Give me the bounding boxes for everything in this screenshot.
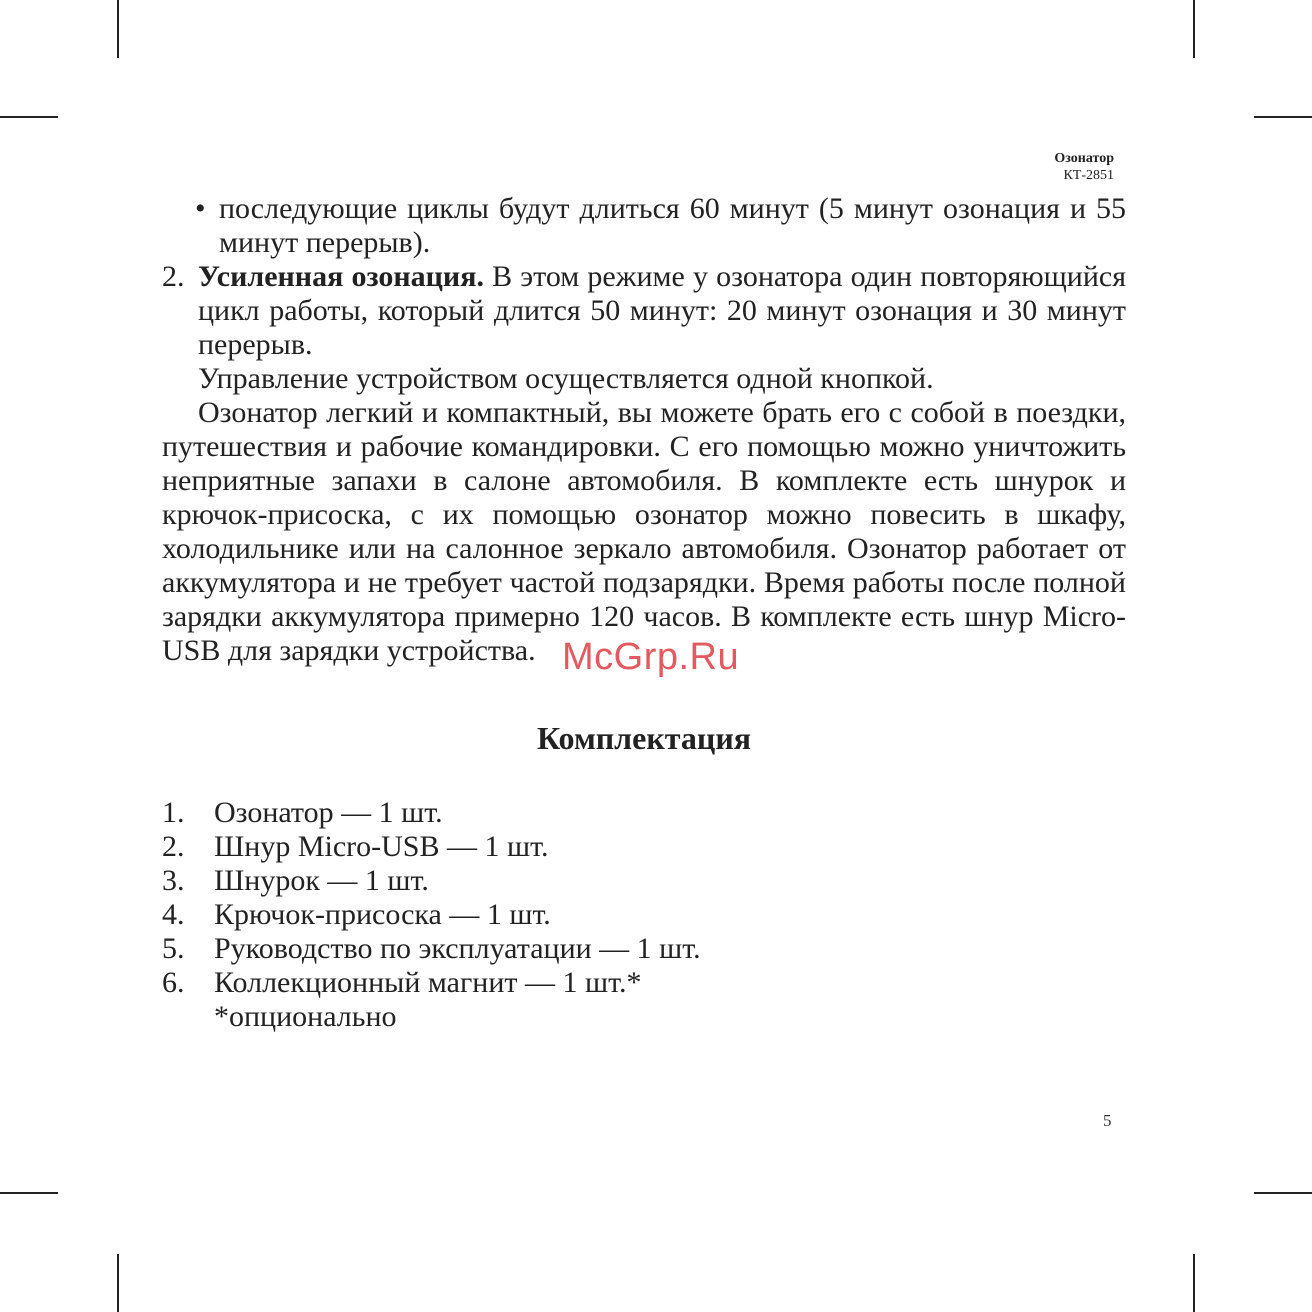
list-text: Коллекционный магнит — 1 шт.*: [214, 966, 642, 999]
list-number: 2.: [162, 830, 185, 863]
list-item: [162, 796, 1126, 830]
item-text: [198, 260, 1126, 362]
description-paragraph: Озонатор легкий и компактный, вы можете брать его с собой в поездки, путешествия и рабочие командировки. С его помощью можно уничтожить неприятные запахи в салоне автомобиля. В комплекте есть шнурок и крючок-присоска, с их помощью озонатор можно повесить в шкафу, холодильнике или на салонное зеркало автомобиля. Озонатор работает от аккумулятора и не требует частой подзарядки. Время работы после полной зарядки аккумулятора примерно 120 часов. В комплекте есть шнур Micro-USB для зарядки устройства.: [162, 396, 1126, 667]
running-head: [1054, 150, 1114, 184]
list-text: Крючок-присоска — 1 шт.: [214, 898, 551, 931]
list-number: 1.: [162, 796, 185, 829]
kit-heading: Комплектация: [536, 720, 752, 756]
list-item: [162, 830, 1126, 864]
bullet-mark: •: [195, 192, 206, 225]
list-text: Озонатор — 1 шт.: [214, 796, 443, 829]
control-paragraph: Управление устройством осуществляется одной кнопкой.: [198, 362, 934, 395]
crop-mark: [1254, 116, 1312, 118]
item-number: 2.: [162, 260, 185, 293]
list-number: 4.: [162, 898, 185, 931]
crop-mark: [1254, 1192, 1312, 1194]
crop-mark: [0, 116, 58, 118]
crop-mark: [1193, 0, 1195, 58]
list-text: Шнурок — 1 шт.: [214, 864, 429, 897]
crop-mark: [117, 1254, 119, 1312]
watermark: McGrp.Ru: [562, 636, 740, 678]
numbered-item-2: [162, 260, 1126, 362]
kit-list: [162, 796, 1126, 1000]
list-number: 5.: [162, 932, 185, 965]
list-item: [162, 932, 1126, 966]
list-text: Шнур Micro-USB — 1 шт.: [214, 830, 549, 863]
item-body: В этом режиме у озонатора один повторяющийся цикл работы, который длится 50 минут: 20 минут озонация и 30 минут перерыв.: [198, 260, 1126, 361]
list-text: Руководство по эксплуатации — 1 шт.: [214, 932, 701, 965]
kit-footnote: *опционально: [214, 1000, 397, 1033]
item-bold-lead: Усиленная озонация.: [198, 260, 484, 293]
list-item: [162, 864, 1126, 898]
crop-mark: [117, 0, 119, 58]
list-number: 3.: [162, 864, 185, 897]
crop-mark: [1193, 1254, 1195, 1312]
page-content: [162, 192, 1126, 1034]
list-number: 6.: [162, 966, 185, 999]
bullet-item: [162, 192, 1126, 260]
page-number: 5: [1103, 1111, 1112, 1130]
header-model: КТ-2851: [1063, 168, 1114, 183]
header-title: Озонатор: [1054, 151, 1114, 166]
bullet-text: последующие циклы будут длиться 60 минут (5 минут озонация и 55 минут перерыв).: [219, 192, 1126, 259]
crop-mark: [0, 1192, 58, 1194]
list-item: [162, 966, 1126, 1000]
list-item: [162, 898, 1126, 932]
